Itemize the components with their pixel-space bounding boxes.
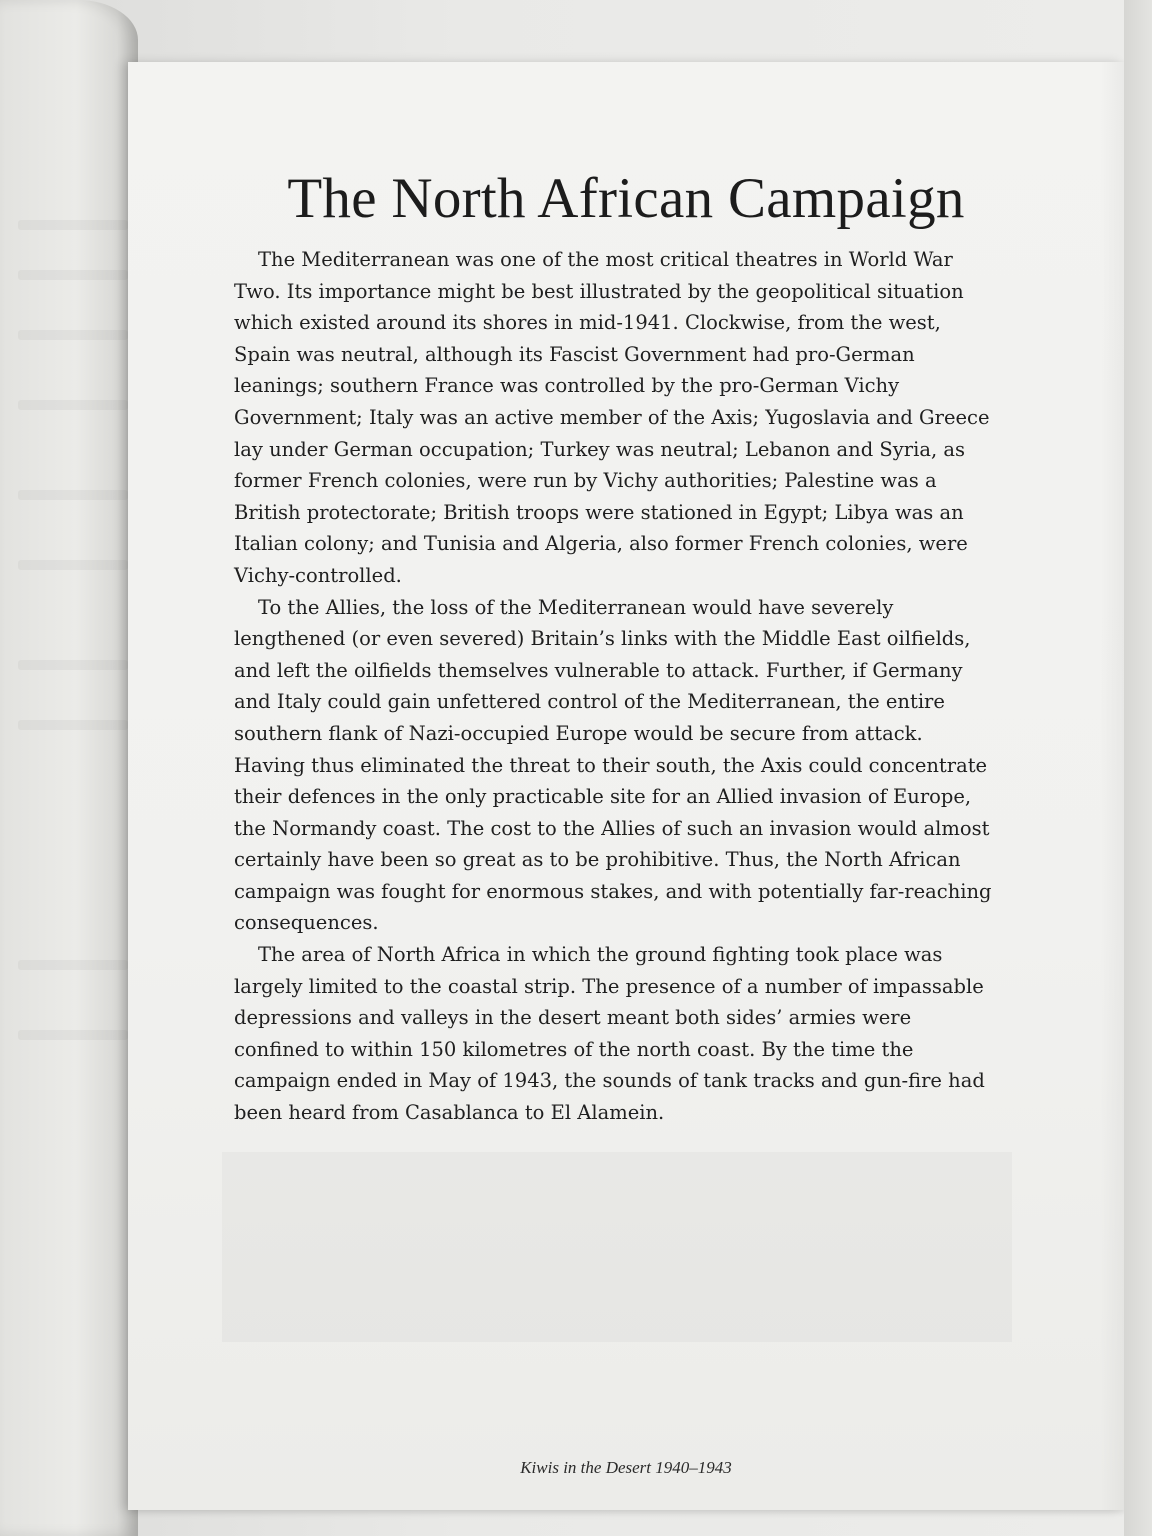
body-text [234,244,994,1129]
left-facing-page [0,0,138,1536]
right-page-edge [1124,0,1152,1536]
paragraph-1: The Mediterranean was one of the most critical theatres in World War Two. Its importance might be best illustrated by the geopolitical situation which existed around its shores in mid-1941. Clockwise, from the west, Spain was neutral, although its Fascist Government had pro-German leanings; southern France was controlled by the pro-German Vichy Government; Italy was an active member of the Axis; Yugoslavia and Greece lay under German occupation; Turkey was neutral; Lebanon and Syria, as former French colonies, were run by Vichy authorities; Palestine was a British protectorate; British troops were stationed in Egypt; Libya was an Italian colony; and Tunisia and Algeria, also former French colonies, were Vichy-controlled. [234,248,990,587]
paragraph-2: To the Allies, the loss of the Mediterranean would have severely lengthened (or even severed) Britain’s links with the Middle East oilfields, and left the oilfields themselves vulnerable to attack. Further, if Germany and Italy could gain unfettered control of the Mediterranean, the entire southern flank of Nazi-occupied Europe would be secure from attack. Having thus eliminated the threat to their south, the Axis could concentrate their defences in the only practicable site for an Allied invasion of Europe, the Normandy coast. The cost to the Allies of such an invasion would almost certainly have been so great as to be prohibitive. Thus, the North African campaign was fought for enormous stakes, and with potentially far-reaching consequences. [234,595,992,935]
show-through-text [18,490,128,500]
running-footer: Kiwis in the Desert 1940–1943 [520,1458,732,1477]
show-through-text [18,400,128,410]
show-through-text [18,330,128,340]
show-through-text [18,560,128,570]
show-through-text [18,660,128,670]
show-through-text [18,960,128,970]
page-title: The North African Campaign [287,167,965,230]
show-through-image [222,1152,1012,1342]
booklet-page [128,62,1124,1510]
paragraph-3: The area of North Africa in which the ground fighting took place was largely limited to the coastal strip. The presence of a number of impassable depressions and valleys in the desert meant both sides’ armies were confined to within 150 kilometres of the north coast. By the time the campaign ended in May of 1943, the sounds of tank tracks and gun-fire had been heard from Casablanca to El Alamein. [234,943,985,1125]
show-through-text [18,220,128,230]
show-through-text [18,270,128,280]
show-through-text [18,720,128,730]
show-through-text [18,1030,128,1040]
